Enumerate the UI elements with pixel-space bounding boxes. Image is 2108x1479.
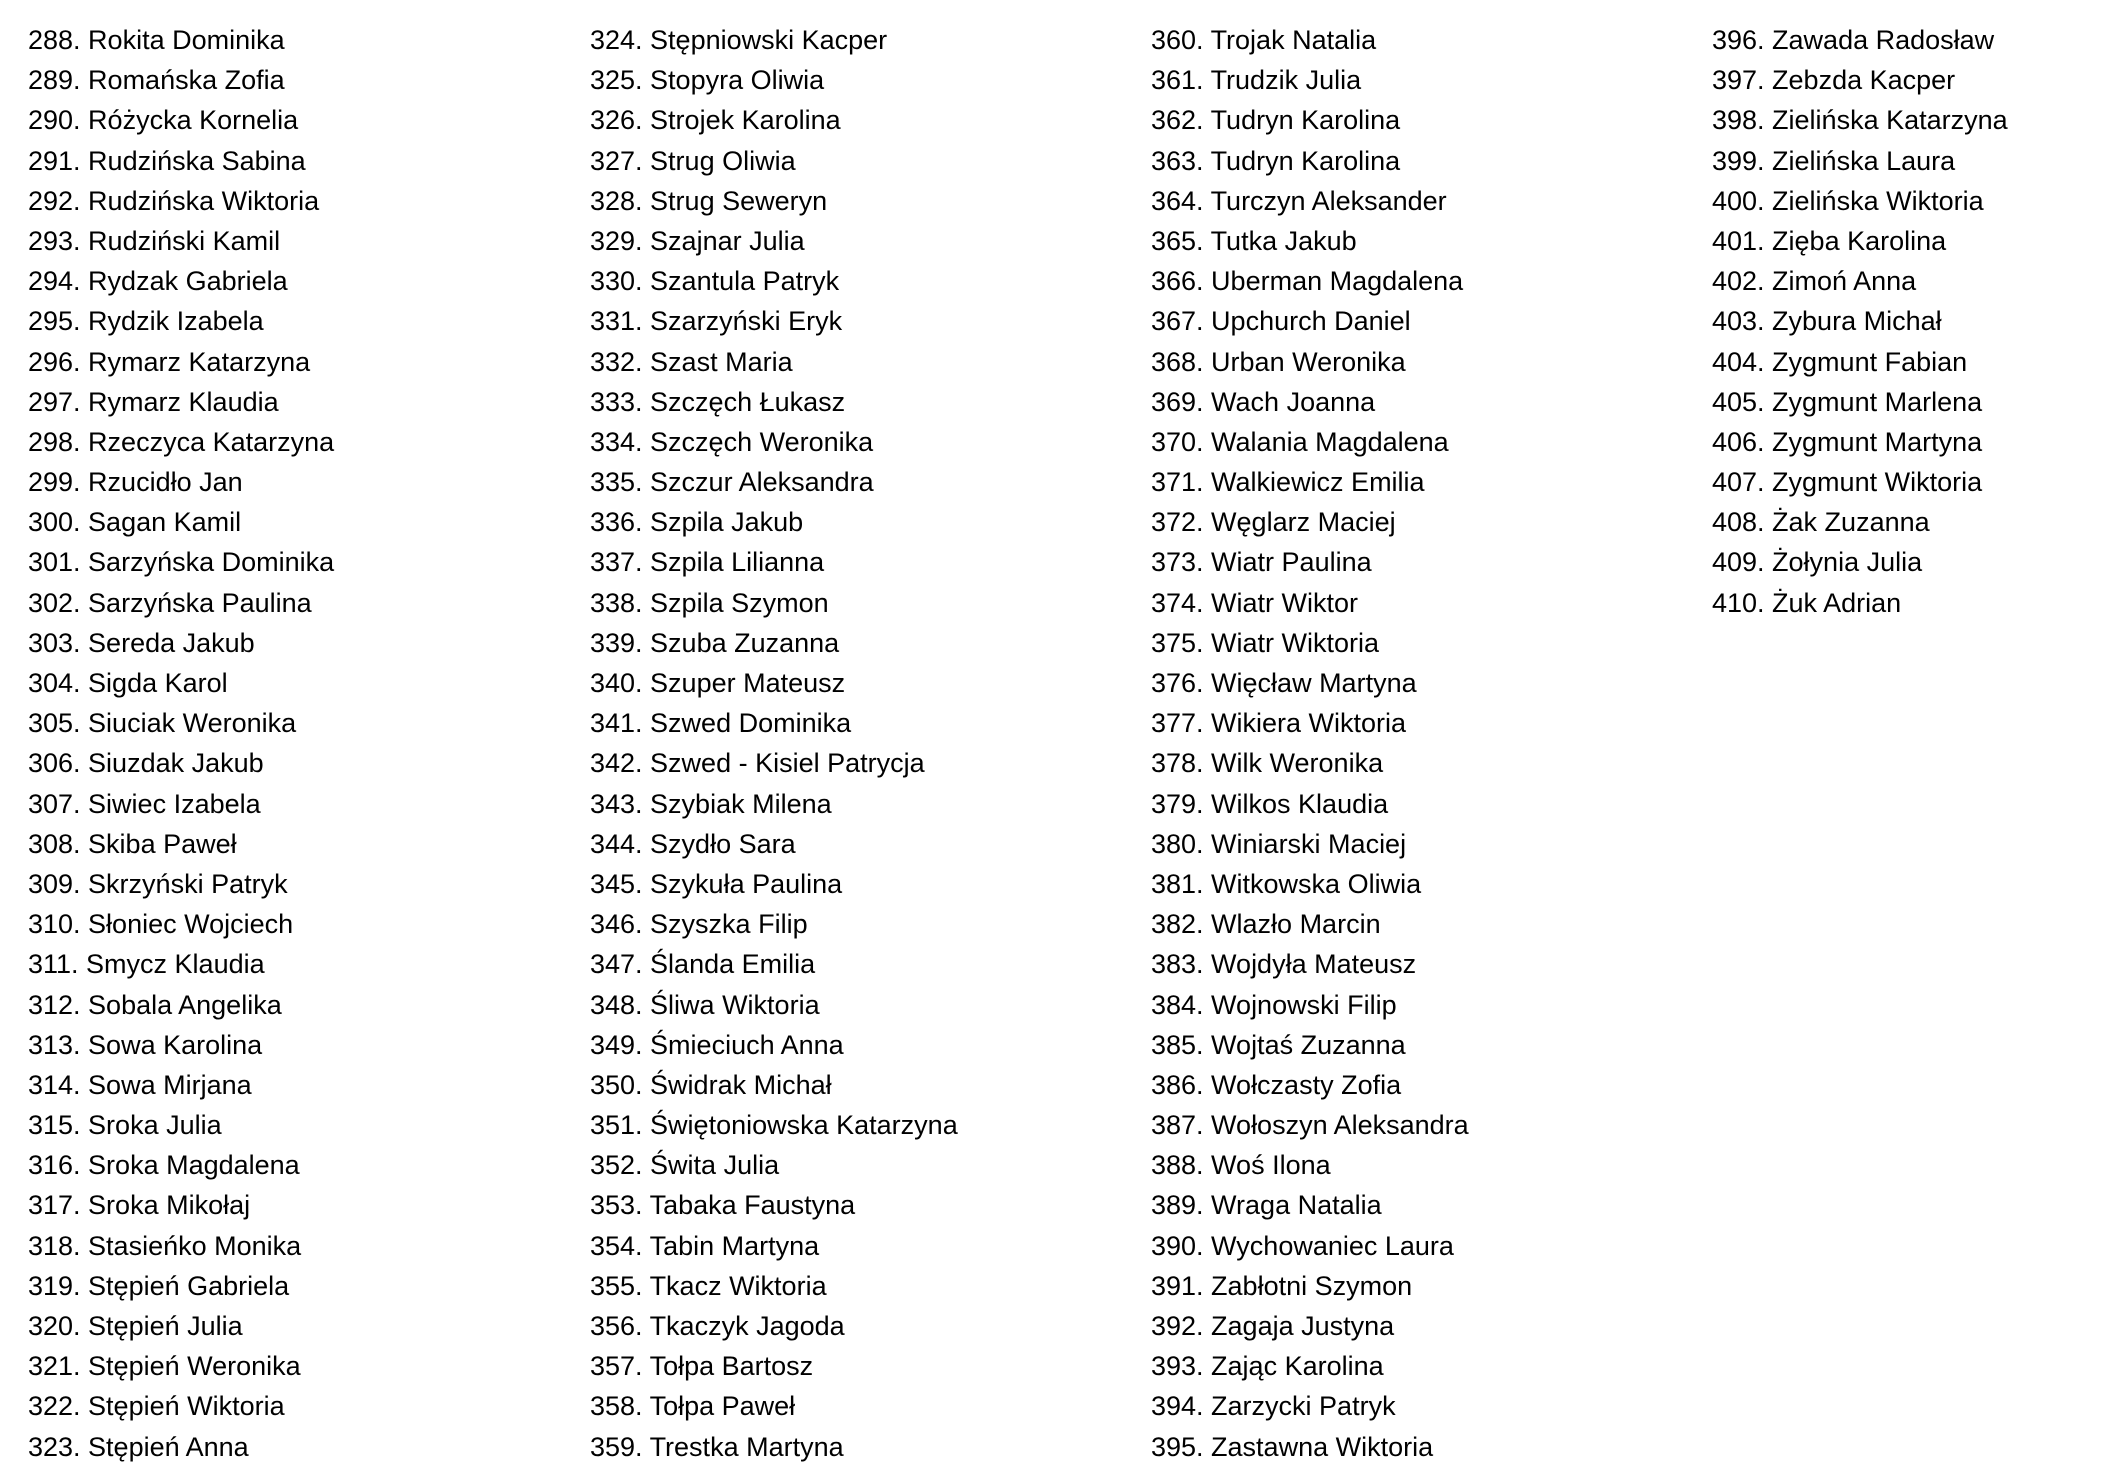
list-item: 385. Wojtaś Zuzanna (1151, 1029, 1406, 1060)
list-item: 291. Rudzińska Sabina (28, 145, 306, 176)
list-item: 398. Zielińska Katarzyna (1712, 105, 2008, 136)
list-item: 305. Siuciak Weronika (28, 708, 297, 739)
list-item: 312. Sobala Angelika (28, 989, 282, 1020)
list-item: 358. Tołpa Paweł (590, 1391, 796, 1422)
list-item: 338. Szpila Szymon (590, 587, 829, 618)
list-item: 357. Tołpa Bartosz (590, 1351, 814, 1382)
list-item: 337. Szpila Lilianna (590, 547, 825, 578)
list-item: 400. Zielińska Wiktoria (1712, 185, 1984, 216)
list-item: 317. Sroka Mikołaj (28, 1190, 251, 1221)
list-item: 297. Rymarz Klaudia (28, 386, 279, 417)
list-item: 303. Sereda Jakub (28, 627, 255, 658)
list-item: 302. Sarzyńska Paulina (28, 587, 312, 618)
list-item: 289. Romańska Zofia (28, 65, 285, 96)
list-item: 387. Wołoszyn Aleksandra (1151, 1110, 1469, 1141)
list-item: 370. Walania Magdalena (1151, 426, 1449, 457)
list-item: 359. Trestka Martyna (590, 1431, 844, 1462)
list-item: 307. Siwiec Izabela (28, 788, 261, 819)
list-item: 392. Zagaja Justyna (1151, 1311, 1395, 1341)
list-item: 366. Uberman Magdalena (1151, 266, 1464, 297)
list-item: 402. Zimoń Anna (1712, 266, 1917, 297)
list-item: 372. Węglarz Maciej (1151, 507, 1396, 538)
list-item: 304. Sigda Karol (28, 668, 228, 698)
list-item: 367. Upchurch Daniel (1151, 306, 1411, 337)
list-item: 409. Żołynia Julia (1712, 547, 1923, 578)
list-item: 395. Zastawna Wiktoria (1151, 1431, 1434, 1462)
list-item: 344. Szydło Sara (590, 828, 796, 859)
list-item: 352. Świta Julia (590, 1150, 780, 1181)
list-item: 371. Walkiewicz Emilia (1151, 467, 1425, 498)
list-item: 322. Stępień Wiktoria (28, 1391, 285, 1422)
list-item: 378. Wilk Weronika (1151, 748, 1384, 779)
list-item: 318. Stasieńko Monika (28, 1230, 302, 1261)
list-item: 389. Wraga Natalia (1151, 1190, 1382, 1221)
list-item: 320. Stępień Julia (28, 1311, 243, 1341)
list-item: 321. Stępień Weronika (28, 1351, 301, 1382)
list-item: 363. Tudryn Karolina (1151, 145, 1401, 176)
list-item: 328. Strug Seweryn (590, 185, 828, 216)
list-item: 382. Wlazło Marcin (1151, 909, 1381, 940)
list-item: 310. Słoniec Wojciech (28, 909, 294, 940)
list-item: 345. Szykuła Paulina (590, 868, 843, 899)
list-item: 368. Urban Weronika (1151, 346, 1406, 377)
list-item: 360. Trojak Natalia (1151, 25, 1377, 55)
list-item: 300. Sagan Kamil (28, 507, 242, 538)
list-item: 339. Szuba Zuzanna (590, 627, 840, 658)
list-item: 293. Rudziński Kamil (28, 225, 281, 256)
list-item: 399. Zielińska Laura (1712, 145, 1956, 176)
list-item: 408. Żak Zuzanna (1712, 507, 1930, 538)
list-item: 384. Wojnowski Filip (1151, 989, 1397, 1020)
list-item: 335. Szczur Aleksandra (590, 467, 874, 498)
list-item: 313. Sowa Karolina (28, 1029, 263, 1060)
list-item: 314. Sowa Mirjana (28, 1069, 252, 1100)
list-item: 329. Szajnar Julia (590, 225, 805, 256)
list-item: 364. Turczyn Aleksander (1151, 185, 1447, 216)
list-item: 316. Sroka Magdalena (28, 1150, 300, 1181)
list-item: 362. Tudryn Karolina (1151, 105, 1401, 136)
list-item: 331. Szarzyński Eryk (590, 306, 843, 337)
list-item: 356. Tkaczyk Jagoda (590, 1311, 845, 1341)
list-item: 361. Trudzik Julia (1151, 65, 1362, 96)
list-item: 405. Zygmunt Marlena (1712, 386, 1983, 417)
list-item: 292. Rudzińska Wiktoria (28, 185, 320, 216)
list-item: 391. Zabłotni Szymon (1151, 1270, 1413, 1301)
list-item: 373. Wiatr Paulina (1151, 547, 1372, 578)
list-item: 381. Witkowska Oliwia (1151, 868, 1422, 899)
list-item: 301. Sarzyńska Dominika (28, 547, 335, 578)
list-item: 330. Szantula Patryk (590, 266, 840, 297)
list-item: 315. Sroka Julia (28, 1110, 222, 1141)
name-list-column-3 (1151, 20, 1469, 1467)
list-item: 369. Wach Joanna (1151, 386, 1376, 417)
list-item: 290. Różycka Kornelia (28, 105, 299, 136)
list-item: 406. Zygmunt Martyna (1712, 426, 1983, 457)
list-item: 393. Zając Karolina (1151, 1351, 1384, 1382)
list-item: 404. Zygmunt Fabian (1712, 346, 1968, 377)
list-item: 296. Rymarz Katarzyna (28, 346, 311, 377)
list-item: 410. Żuk Adrian (1712, 587, 1902, 618)
list-item: 397. Zebzda Kacper (1712, 65, 1956, 96)
name-list-column-2 (590, 20, 958, 1467)
list-item: 383. Wojdyła Mateusz (1151, 949, 1417, 980)
list-item: 311. Smycz Klaudia (28, 949, 265, 980)
list-item: 325. Stopyra Oliwia (590, 65, 825, 96)
list-item: 334. Szczęch Weronika (590, 426, 874, 457)
list-item: 401. Zięba Karolina (1712, 225, 1947, 256)
list-item: 353. Tabaka Faustyna (590, 1190, 856, 1221)
list-item: 376. Więcław Martyna (1151, 668, 1417, 698)
list-item: 336. Szpila Jakub (590, 507, 804, 538)
list-item: 386. Wołczasty Zofia (1151, 1069, 1402, 1100)
list-item: 295. Rydzik Izabela (28, 306, 264, 337)
list-item: 294. Rydzak Gabriela (28, 266, 288, 297)
list-item: 375. Wiatr Wiktoria (1151, 627, 1380, 658)
name-list-column-1 (28, 20, 334, 1467)
list-item: 388. Woś Ilona (1151, 1150, 1331, 1181)
list-item: 390. Wychowaniec Laura (1151, 1230, 1454, 1261)
list-item: 355. Tkacz Wiktoria (590, 1270, 827, 1301)
list-item: 326. Strojek Karolina (590, 105, 841, 136)
list-item: 309. Skrzyński Patryk (28, 868, 288, 899)
list-item: 323. Stępień Anna (28, 1431, 249, 1462)
list-item: 347. Ślanda Emilia (590, 949, 816, 980)
list-item: 396. Zawada Radosław (1712, 25, 1995, 55)
list-item: 365. Tutka Jakub (1151, 225, 1357, 256)
list-item: 348. Śliwa Wiktoria (590, 989, 820, 1020)
list-item: 298. Rzeczyca Katarzyna (28, 426, 335, 457)
list-item: 407. Zygmunt Wiktoria (1712, 467, 1983, 498)
list-item: 342. Szwed - Kisiel Patrycja (590, 748, 925, 779)
list-item: 374. Wiatr Wiktor (1151, 587, 1359, 618)
list-item: 319. Stępień Gabriela (28, 1270, 290, 1301)
list-item: 343. Szybiak Milena (590, 788, 832, 819)
list-item: 351. Świętoniowska Katarzyna (590, 1110, 958, 1141)
list-item: 380. Winiarski Maciej (1151, 828, 1407, 859)
list-item: 403. Zybura Michał (1712, 306, 1942, 337)
list-item: 377. Wikiera Wiktoria (1151, 708, 1407, 739)
list-item: 346. Szyszka Filip (590, 909, 808, 940)
list-item: 333. Szczęch Łukasz (590, 386, 846, 417)
list-item: 379. Wilkos Klaudia (1151, 788, 1389, 819)
list-item: 340. Szuper Mateusz (590, 668, 846, 698)
list-item: 350. Świdrak Michał (590, 1069, 832, 1100)
list-item: 288. Rokita Dominika (28, 25, 285, 55)
list-item: 332. Szast Maria (590, 346, 793, 377)
list-item: 299. Rzucidło Jan (28, 467, 243, 498)
list-item: 354. Tabin Martyna (590, 1230, 820, 1261)
list-item: 394. Zarzycki Patryk (1151, 1391, 1396, 1422)
list-item: 349. Śmieciuch Anna (590, 1029, 844, 1060)
list-item: 341. Szwed Dominika (590, 708, 852, 739)
list-item: 324. Stępniowski Kacper (590, 25, 888, 55)
list-item: 306. Siuzdak Jakub (28, 748, 264, 779)
list-item: 327. Strug Oliwia (590, 145, 796, 176)
name-list-column-4 (1712, 20, 2008, 623)
list-item: 308. Skiba Paweł (28, 828, 237, 859)
